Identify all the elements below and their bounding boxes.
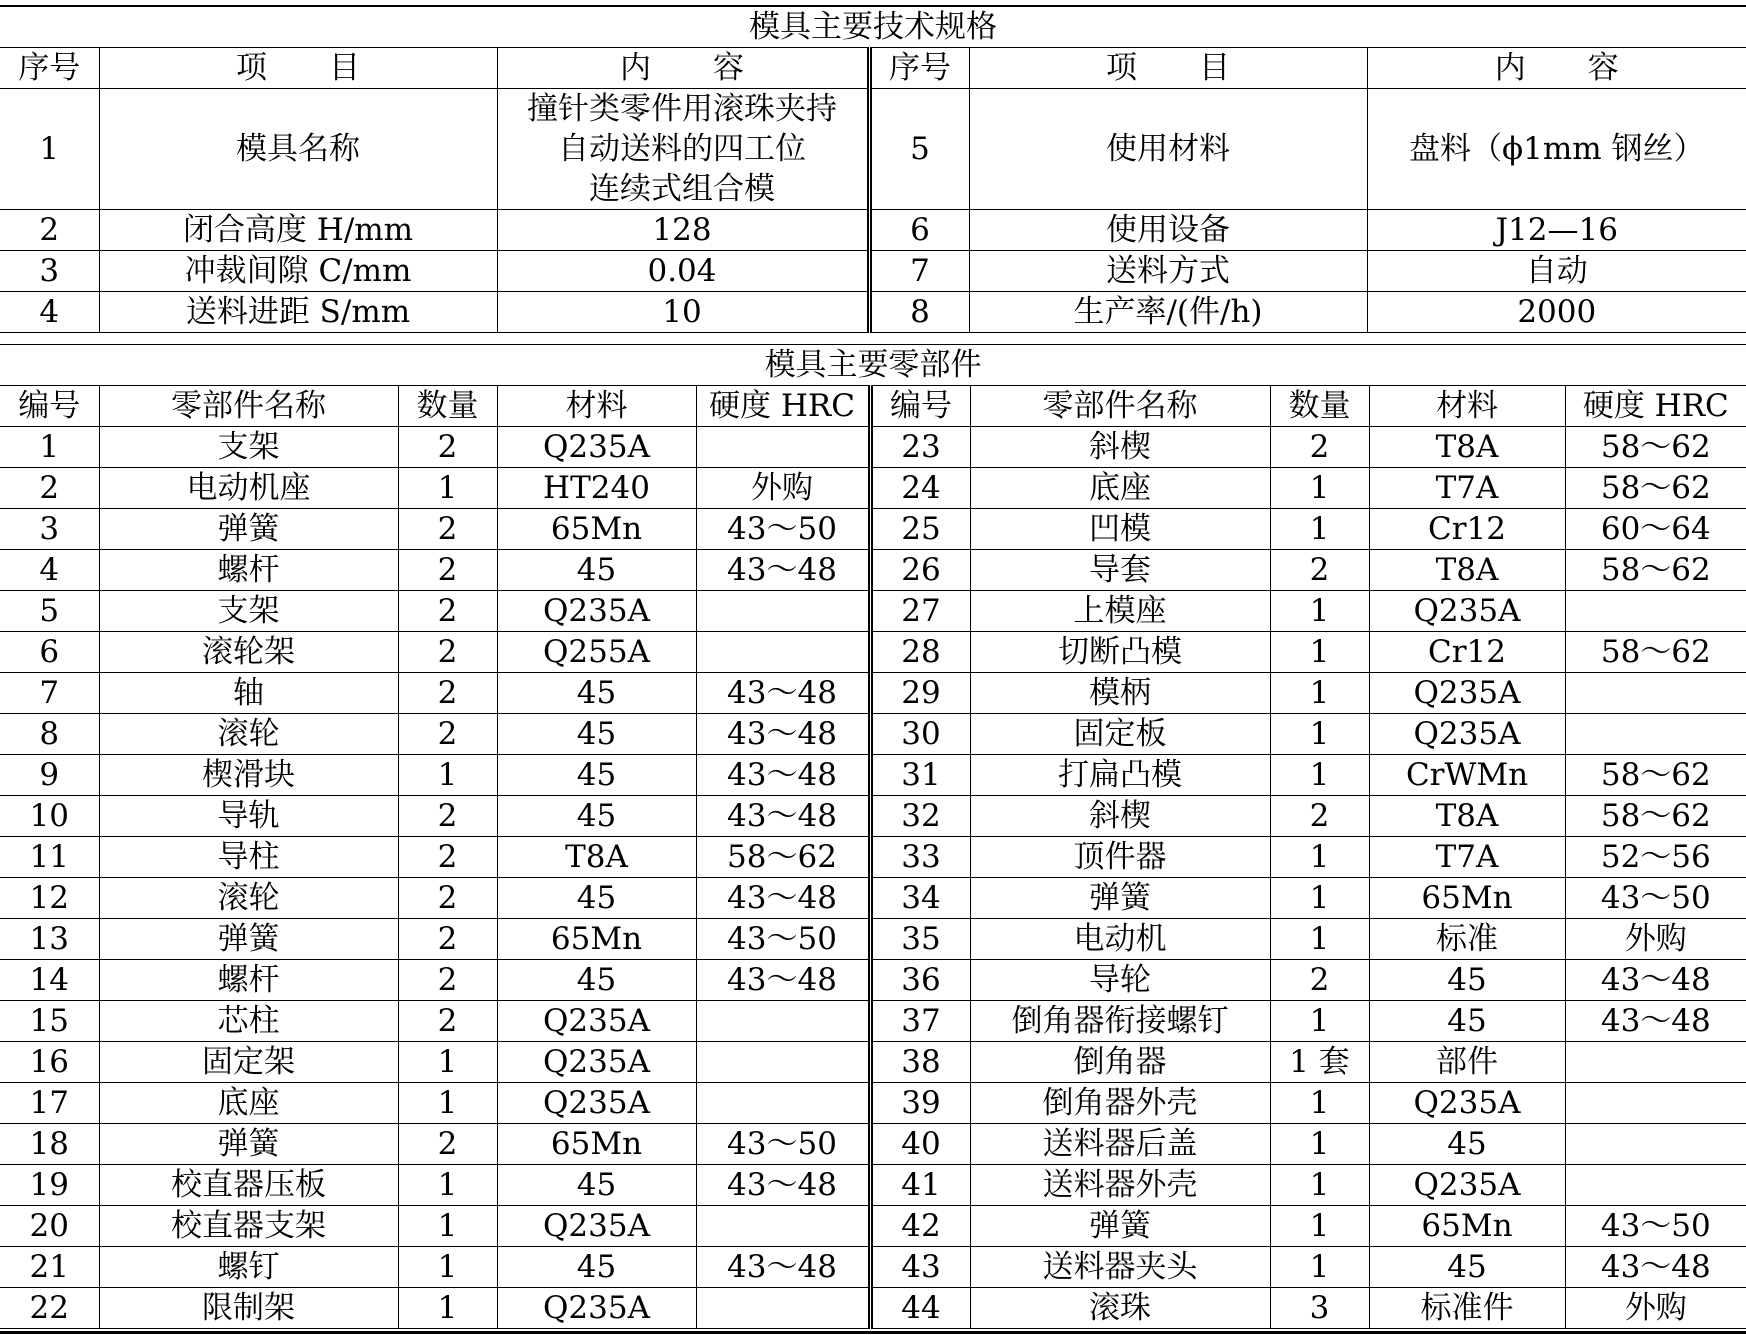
spec-item-right: 生产率/(件/h) <box>969 292 1367 333</box>
parts-row <box>0 919 1746 960</box>
part-material-right: T8A <box>1369 550 1565 591</box>
part-qty-right: 1 <box>1270 1165 1369 1206</box>
spec-item: 送料进距 S/mm <box>99 292 497 333</box>
spec-content-right: J12—16 <box>1367 210 1746 251</box>
parts-header-name: 零部件名称 <box>99 386 398 427</box>
part-qty-right: 1 套 <box>1270 1042 1369 1083</box>
part-qty: 2 <box>398 1001 497 1042</box>
part-qty-right: 1 <box>1270 632 1369 673</box>
part-hardness-right: 外购 <box>1565 1288 1746 1329</box>
parts-row <box>0 1247 1746 1288</box>
part-material: T8A <box>497 837 696 878</box>
part-qty: 2 <box>398 591 497 632</box>
parts-header-hardness-right: 硬度 HRC <box>1565 386 1746 427</box>
part-material: 45 <box>497 673 696 714</box>
spec-content: 128 <box>497 210 869 251</box>
part-hardness <box>696 427 870 468</box>
spec-item: 冲裁间隙 C/mm <box>99 251 497 292</box>
part-qty: 2 <box>398 427 497 468</box>
part-no-right: 29 <box>870 673 970 714</box>
part-qty-right: 1 <box>1270 673 1369 714</box>
parts-table <box>0 344 1746 1329</box>
part-name: 弹簧 <box>99 509 398 550</box>
part-name: 螺杆 <box>99 960 398 1001</box>
part-material: Q255A <box>497 632 696 673</box>
part-name-right: 打扁凸模 <box>970 755 1270 796</box>
spec-no: 4 <box>0 292 99 333</box>
part-hardness-right: 58～62 <box>1565 632 1746 673</box>
part-qty-right: 3 <box>1270 1288 1369 1329</box>
part-name: 弹簧 <box>99 1124 398 1165</box>
part-no: 16 <box>0 1042 99 1083</box>
part-no-right: 41 <box>870 1165 970 1206</box>
spec-title-row <box>0 6 1746 48</box>
part-material-right: Q235A <box>1369 1165 1565 1206</box>
part-qty-right: 2 <box>1270 550 1369 591</box>
part-hardness-right <box>1565 1165 1746 1206</box>
part-qty: 1 <box>398 1165 497 1206</box>
part-material: 45 <box>497 1247 696 1288</box>
parts-title-row <box>0 345 1746 386</box>
part-qty: 1 <box>398 1288 497 1329</box>
part-name-right: 斜楔 <box>970 796 1270 837</box>
part-no-right: 36 <box>870 960 970 1001</box>
part-qty-right: 1 <box>1270 919 1369 960</box>
part-material-right: T7A <box>1369 468 1565 509</box>
part-hardness-right: 43～48 <box>1565 1247 1746 1288</box>
part-name: 电动机座 <box>99 468 398 509</box>
parts-header-qty: 数量 <box>398 386 497 427</box>
part-no: 2 <box>0 468 99 509</box>
part-hardness: 43～48 <box>696 673 870 714</box>
parts-row <box>0 837 1746 878</box>
spec-content-line: 自动送料的四工位 <box>558 131 806 167</box>
spec-table <box>0 5 1746 333</box>
part-hardness: 43～48 <box>696 714 870 755</box>
part-no-right: 26 <box>870 550 970 591</box>
part-hardness: 外购 <box>696 468 870 509</box>
part-hardness: 43～48 <box>696 796 870 837</box>
part-material-right: Cr12 <box>1369 509 1565 550</box>
part-name-right: 滚珠 <box>970 1288 1270 1329</box>
part-qty-right: 1 <box>1270 591 1369 632</box>
part-no: 14 <box>0 960 99 1001</box>
part-material: 65Mn <box>497 509 696 550</box>
part-hardness-right <box>1565 1124 1746 1165</box>
part-qty: 1 <box>398 1042 497 1083</box>
part-no: 4 <box>0 550 99 591</box>
parts-row <box>0 1288 1746 1329</box>
parts-row <box>0 509 1746 550</box>
part-qty: 1 <box>398 1247 497 1288</box>
part-hardness: 43～50 <box>696 509 870 550</box>
part-name: 导柱 <box>99 837 398 878</box>
part-hardness <box>696 591 870 632</box>
part-qty-right: 1 <box>1270 1124 1369 1165</box>
part-name-right: 送料器夹头 <box>970 1247 1270 1288</box>
part-no-right: 31 <box>870 755 970 796</box>
part-no-right: 28 <box>870 632 970 673</box>
part-hardness: 43～50 <box>696 1124 870 1165</box>
spec-row <box>0 251 1746 292</box>
part-material: Q235A <box>497 1083 696 1124</box>
part-material-right: CrWMn <box>1369 755 1565 796</box>
part-hardness-right: 58～62 <box>1565 550 1746 591</box>
part-name-right: 凹模 <box>970 509 1270 550</box>
part-name: 底座 <box>99 1083 398 1124</box>
parts-row <box>0 468 1746 509</box>
part-material-right: Q235A <box>1369 1083 1565 1124</box>
part-qty: 1 <box>398 468 497 509</box>
part-no: 1 <box>0 427 99 468</box>
part-name-right: 倒角器衔接螺钉 <box>970 1001 1270 1042</box>
spec-header-row <box>0 48 1746 89</box>
part-name-right: 底座 <box>970 468 1270 509</box>
part-material-right: T7A <box>1369 837 1565 878</box>
parts-row <box>0 550 1746 591</box>
part-name: 轴 <box>99 673 398 714</box>
parts-header-material: 材料 <box>497 386 696 427</box>
part-hardness <box>696 1083 870 1124</box>
parts-row <box>0 591 1746 632</box>
part-material: Q235A <box>497 1001 696 1042</box>
part-no: 10 <box>0 796 99 837</box>
part-hardness-right: 58～62 <box>1565 755 1746 796</box>
part-name-right: 导套 <box>970 550 1270 591</box>
spec-no: 3 <box>0 251 99 292</box>
part-name: 螺钉 <box>99 1247 398 1288</box>
parts-header-material-right: 材料 <box>1369 386 1565 427</box>
part-qty: 2 <box>398 673 497 714</box>
part-name: 支架 <box>99 427 398 468</box>
part-qty-right: 1 <box>1270 468 1369 509</box>
part-qty-right: 1 <box>1270 509 1369 550</box>
part-hardness: 43～48 <box>696 755 870 796</box>
part-name-right: 导轮 <box>970 960 1270 1001</box>
spec-item-right: 使用设备 <box>969 210 1367 251</box>
part-qty-right: 1 <box>1270 878 1369 919</box>
part-no: 15 <box>0 1001 99 1042</box>
part-no: 9 <box>0 755 99 796</box>
spec-item-right: 使用材料 <box>969 89 1367 210</box>
part-qty: 1 <box>398 1083 497 1124</box>
part-hardness: 58～62 <box>696 837 870 878</box>
part-qty-right: 1 <box>1270 1083 1369 1124</box>
part-material: Q235A <box>497 427 696 468</box>
part-hardness <box>696 1206 870 1247</box>
part-hardness: 43～48 <box>696 1247 870 1288</box>
part-qty: 2 <box>398 919 497 960</box>
part-qty-right: 1 <box>1270 755 1369 796</box>
part-material: 65Mn <box>497 1124 696 1165</box>
parts-row <box>0 632 1746 673</box>
parts-body <box>0 427 1746 1329</box>
spec-row <box>0 89 1746 210</box>
part-material: 45 <box>497 755 696 796</box>
parts-row <box>0 755 1746 796</box>
spec-no-right: 7 <box>869 251 969 292</box>
spec-content <box>497 89 869 210</box>
parts-title: 模具主要零部件 <box>0 345 1746 386</box>
part-material-right: T8A <box>1369 796 1565 837</box>
part-hardness-right <box>1565 673 1746 714</box>
part-name: 弹簧 <box>99 919 398 960</box>
part-qty: 2 <box>398 837 497 878</box>
part-no-right: 39 <box>870 1083 970 1124</box>
part-qty: 1 <box>398 1206 497 1247</box>
part-name-right: 切断凸模 <box>970 632 1270 673</box>
parts-row <box>0 1083 1746 1124</box>
part-material-right: Cr12 <box>1369 632 1565 673</box>
parts-row <box>0 878 1746 919</box>
part-hardness: 43～48 <box>696 878 870 919</box>
spec-header-no: 序号 <box>0 48 99 89</box>
part-no-right: 30 <box>870 714 970 755</box>
spec-content-line: 连续式组合模 <box>589 171 775 207</box>
part-material: Q235A <box>497 1288 696 1329</box>
part-material: 45 <box>497 550 696 591</box>
part-material: 45 <box>497 714 696 755</box>
part-no: 11 <box>0 837 99 878</box>
part-qty-right: 1 <box>1270 1247 1369 1288</box>
part-material-right: 45 <box>1369 1001 1565 1042</box>
part-qty-right: 2 <box>1270 427 1369 468</box>
part-name: 滚轮 <box>99 714 398 755</box>
part-qty: 2 <box>398 714 497 755</box>
part-no-right: 40 <box>870 1124 970 1165</box>
part-hardness-right: 43～48 <box>1565 1001 1746 1042</box>
spec-content-right: 2000 <box>1367 292 1746 333</box>
spec-header-item: 项 目 <box>99 48 497 89</box>
part-material-right: Q235A <box>1369 714 1565 755</box>
parts-row <box>0 714 1746 755</box>
part-no: 5 <box>0 591 99 632</box>
spec-row <box>0 292 1746 333</box>
part-name-right: 弹簧 <box>970 878 1270 919</box>
spec-row <box>0 210 1746 251</box>
part-material-right: Q235A <box>1369 673 1565 714</box>
part-no-right: 23 <box>870 427 970 468</box>
part-material: Q235A <box>497 591 696 632</box>
part-hardness-right <box>1565 591 1746 632</box>
parts-header-row <box>0 386 1746 427</box>
spec-header-item-right: 项 目 <box>969 48 1367 89</box>
part-hardness <box>696 1001 870 1042</box>
part-name-right: 倒角器外壳 <box>970 1083 1270 1124</box>
part-qty: 2 <box>398 550 497 591</box>
parts-header-name-right: 零部件名称 <box>970 386 1270 427</box>
part-hardness-right <box>1565 714 1746 755</box>
part-material: 45 <box>497 1165 696 1206</box>
part-no-right: 44 <box>870 1288 970 1329</box>
part-name-right: 倒角器 <box>970 1042 1270 1083</box>
spec-no: 1 <box>0 89 99 210</box>
part-no-right: 42 <box>870 1206 970 1247</box>
spec-title: 模具主要技术规格 <box>0 6 1746 48</box>
parts-row <box>0 427 1746 468</box>
spec-no: 2 <box>0 210 99 251</box>
parts-row <box>0 673 1746 714</box>
part-hardness <box>696 1288 870 1329</box>
parts-header-no-right: 编号 <box>870 386 970 427</box>
part-material-right: 45 <box>1369 960 1565 1001</box>
part-name-right: 顶件器 <box>970 837 1270 878</box>
parts-row <box>0 1165 1746 1206</box>
part-qty-right: 2 <box>1270 960 1369 1001</box>
part-qty-right: 2 <box>1270 796 1369 837</box>
part-material: 65Mn <box>497 919 696 960</box>
spec-header-content-right: 内 容 <box>1367 48 1746 89</box>
part-qty: 2 <box>398 878 497 919</box>
part-material-right: 标准 <box>1369 919 1565 960</box>
parts-row <box>0 1124 1746 1165</box>
part-qty-right: 1 <box>1270 837 1369 878</box>
part-name: 螺杆 <box>99 550 398 591</box>
spec-content-right: 盘料（ϕ1mm 钢丝） <box>1367 89 1746 210</box>
part-no-right: 24 <box>870 468 970 509</box>
part-qty-right: 1 <box>1270 1001 1369 1042</box>
part-hardness: 43～48 <box>696 960 870 1001</box>
part-name: 支架 <box>99 591 398 632</box>
parts-header-qty-right: 数量 <box>1270 386 1369 427</box>
part-no: 12 <box>0 878 99 919</box>
part-material-right: T8A <box>1369 427 1565 468</box>
part-no: 21 <box>0 1247 99 1288</box>
spec-content-line: 撞针类零件用滚珠夹持 <box>527 91 837 127</box>
part-hardness-right <box>1565 1042 1746 1083</box>
part-material-right: Q235A <box>1369 591 1565 632</box>
part-material: 45 <box>497 796 696 837</box>
parts-row <box>0 1001 1746 1042</box>
part-hardness-right: 52～56 <box>1565 837 1746 878</box>
part-no-right: 32 <box>870 796 970 837</box>
parts-row <box>0 1042 1746 1083</box>
part-material-right: 部件 <box>1369 1042 1565 1083</box>
part-no: 22 <box>0 1288 99 1329</box>
part-name-right: 固定板 <box>970 714 1270 755</box>
spec-header-no-right: 序号 <box>869 48 969 89</box>
part-hardness-right: 58～62 <box>1565 796 1746 837</box>
spec-content: 0.04 <box>497 251 869 292</box>
spec-item-right: 送料方式 <box>969 251 1367 292</box>
part-qty: 2 <box>398 796 497 837</box>
part-hardness <box>696 1042 870 1083</box>
part-no-right: 34 <box>870 878 970 919</box>
spec-no-right: 5 <box>869 89 969 210</box>
parts-row <box>0 796 1746 837</box>
part-no: 7 <box>0 673 99 714</box>
part-qty: 2 <box>398 632 497 673</box>
part-hardness-right: 43～48 <box>1565 960 1746 1001</box>
part-name: 限制架 <box>99 1288 398 1329</box>
part-hardness-right: 43～50 <box>1565 878 1746 919</box>
part-name-right: 模柄 <box>970 673 1270 714</box>
part-material-right: 65Mn <box>1369 1206 1565 1247</box>
bottom-rule <box>0 1331 1746 1334</box>
part-qty: 1 <box>398 755 497 796</box>
part-no: 6 <box>0 632 99 673</box>
part-material: Q235A <box>497 1042 696 1083</box>
part-hardness <box>696 632 870 673</box>
part-name: 导轨 <box>99 796 398 837</box>
spec-content-right: 自动 <box>1367 251 1746 292</box>
parts-header-no: 编号 <box>0 386 99 427</box>
part-no: 19 <box>0 1165 99 1206</box>
part-no-right: 27 <box>870 591 970 632</box>
part-hardness-right: 60～64 <box>1565 509 1746 550</box>
part-material-right: 标准件 <box>1369 1288 1565 1329</box>
part-hardness-right <box>1565 1083 1746 1124</box>
part-name-right: 上模座 <box>970 591 1270 632</box>
part-no-right: 38 <box>870 1042 970 1083</box>
part-qty-right: 1 <box>1270 714 1369 755</box>
part-no-right: 43 <box>870 1247 970 1288</box>
part-hardness: 43～48 <box>696 1165 870 1206</box>
parts-header-hardness: 硬度 HRC <box>696 386 870 427</box>
part-hardness-right: 58～62 <box>1565 427 1746 468</box>
spec-content: 10 <box>497 292 869 333</box>
part-material: Q235A <box>497 1206 696 1247</box>
part-material: 45 <box>497 878 696 919</box>
spec-no-right: 6 <box>869 210 969 251</box>
spec-no-right: 8 <box>869 292 969 333</box>
part-qty: 2 <box>398 1124 497 1165</box>
part-hardness-right: 外购 <box>1565 919 1746 960</box>
part-no: 18 <box>0 1124 99 1165</box>
part-material-right: 65Mn <box>1369 878 1565 919</box>
part-no: 17 <box>0 1083 99 1124</box>
part-no: 3 <box>0 509 99 550</box>
parts-row <box>0 960 1746 1001</box>
part-hardness-right: 58～62 <box>1565 468 1746 509</box>
part-no: 13 <box>0 919 99 960</box>
part-name: 固定架 <box>99 1042 398 1083</box>
part-name: 滚轮 <box>99 878 398 919</box>
part-name: 校直器压板 <box>99 1165 398 1206</box>
part-name-right: 送料器外壳 <box>970 1165 1270 1206</box>
part-hardness: 43～50 <box>696 919 870 960</box>
part-name-right: 斜楔 <box>970 427 1270 468</box>
part-qty-right: 1 <box>1270 1206 1369 1247</box>
part-no-right: 35 <box>870 919 970 960</box>
spec-item: 闭合高度 H/mm <box>99 210 497 251</box>
spec-header-content: 内 容 <box>497 48 869 89</box>
part-no-right: 33 <box>870 837 970 878</box>
part-hardness: 43～48 <box>696 550 870 591</box>
part-name: 芯柱 <box>99 1001 398 1042</box>
part-material-right: 45 <box>1369 1247 1565 1288</box>
part-material: HT240 <box>497 468 696 509</box>
part-name-right: 电动机 <box>970 919 1270 960</box>
part-no-right: 37 <box>870 1001 970 1042</box>
part-name-right: 送料器后盖 <box>970 1124 1270 1165</box>
part-name: 滚轮架 <box>99 632 398 673</box>
part-name: 校直器支架 <box>99 1206 398 1247</box>
part-no-right: 25 <box>870 509 970 550</box>
part-material-right: 45 <box>1369 1124 1565 1165</box>
part-name: 楔滑块 <box>99 755 398 796</box>
part-name-right: 弹簧 <box>970 1206 1270 1247</box>
part-qty: 2 <box>398 960 497 1001</box>
part-no: 20 <box>0 1206 99 1247</box>
part-hardness-right: 43～50 <box>1565 1206 1746 1247</box>
parts-row <box>0 1206 1746 1247</box>
part-qty: 2 <box>398 509 497 550</box>
part-material: 45 <box>497 960 696 1001</box>
spec-item: 模具名称 <box>99 89 497 210</box>
part-no: 8 <box>0 714 99 755</box>
